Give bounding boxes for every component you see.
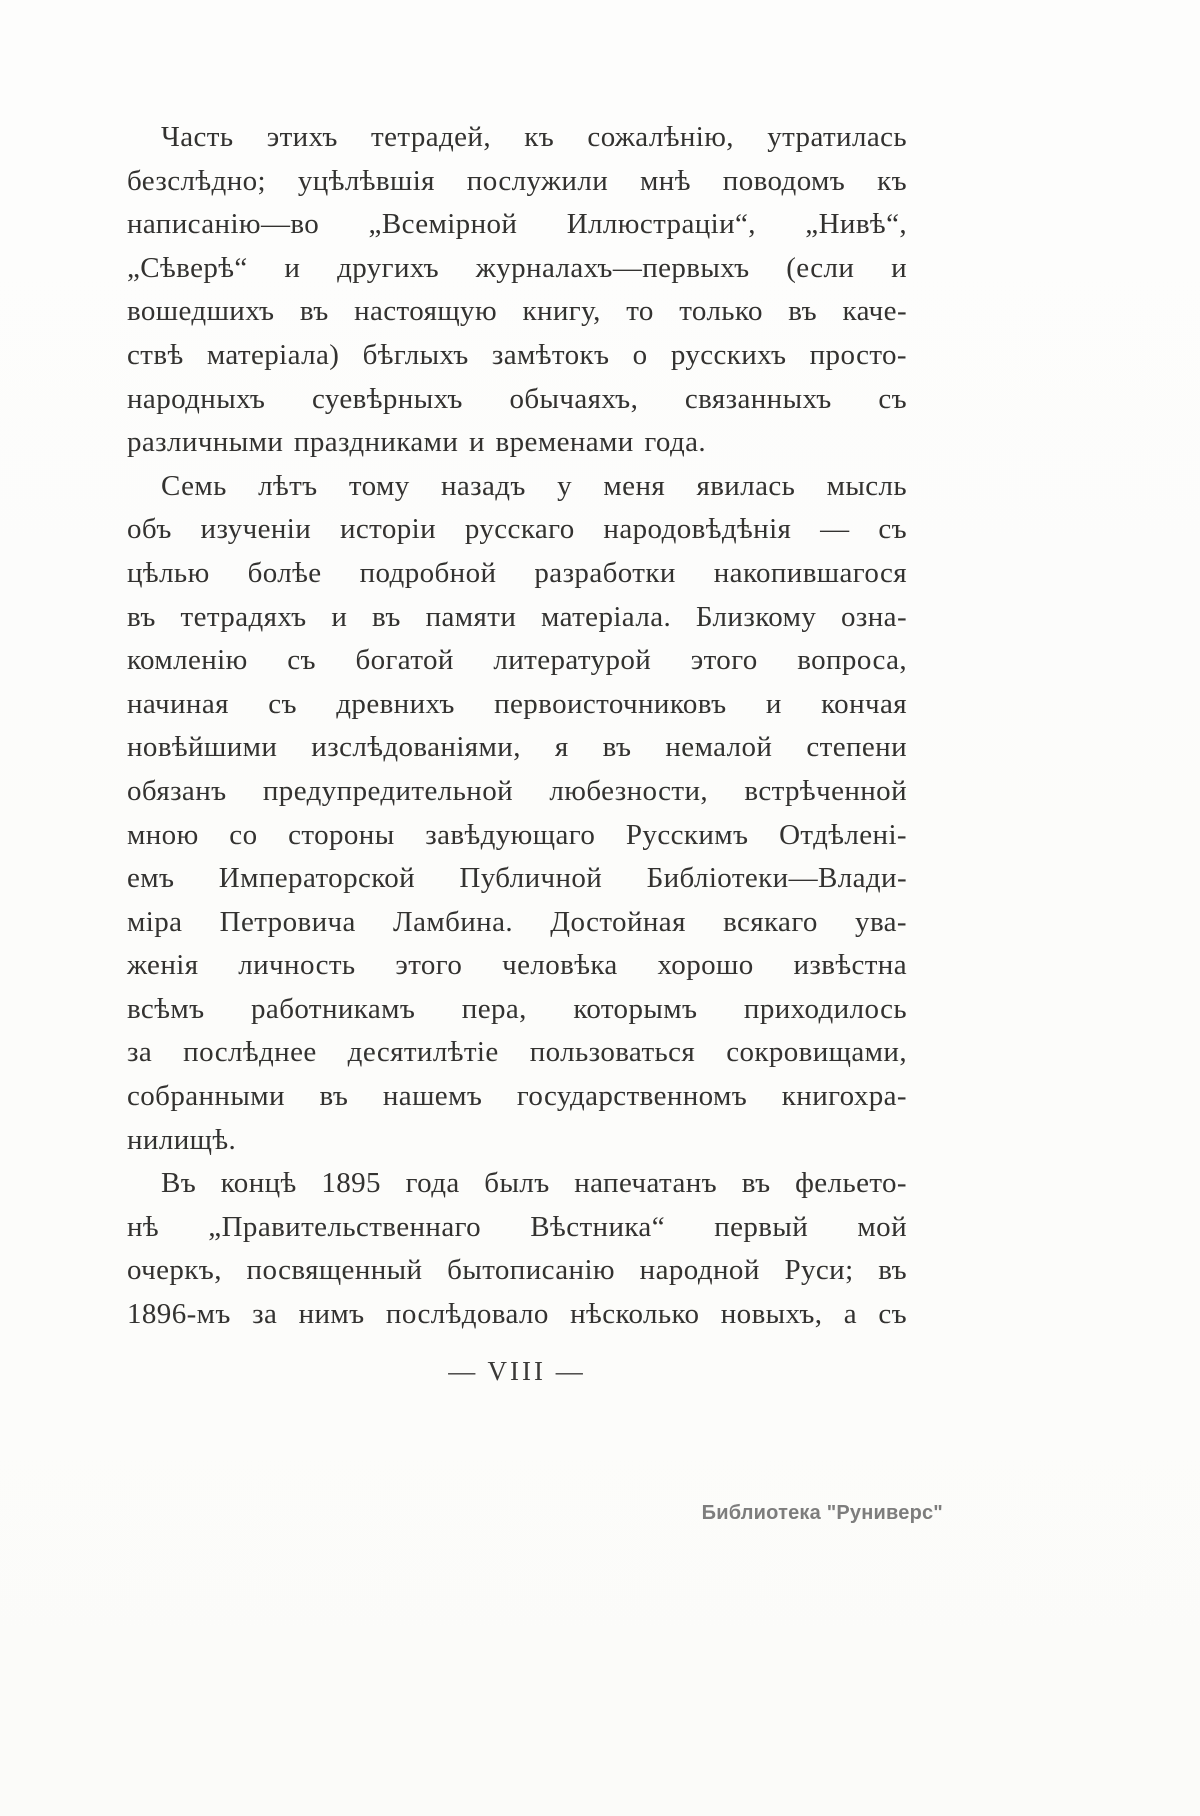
text-line: емъ Императорской Публичной Библіотеки—Влади-: [127, 862, 907, 895]
text-line: ствѣ матеріала) бѣглыхъ замѣтокъ о русскихъ просто-: [127, 338, 907, 371]
text-line: цѣлью болѣе подробной разработки накопившагося: [127, 556, 907, 589]
text-line: всѣмъ работникамъ пера, которымъ приходилось: [127, 992, 907, 1025]
text-line: собранными въ нашемъ государственномъ книгохра-: [127, 1080, 907, 1113]
page-number: — VIII —: [448, 1356, 586, 1386]
text-line: міра Петровича Ламбина. Достойная всякаго ува-: [127, 905, 907, 938]
text-line: комленію съ богатой литературой этого вопроса,: [127, 644, 907, 677]
text-line: объ изученіи исторіи русскаго народовѣдѣнія — съ: [127, 513, 907, 546]
text-line: въ тетрадяхъ и въ памяти матеріала. Близкому озна-: [127, 600, 907, 633]
text-line: за послѣднее десятилѣтіе пользоваться сокровищами,: [127, 1036, 907, 1069]
text-line: Часть этихъ тетрадей, къ сожалѣнію, утратилась: [161, 121, 907, 153]
text-line: нилищѣ.: [127, 1123, 237, 1156]
text-line: мною со стороны завѣдующаго Русскимъ Отдѣлені-: [127, 818, 907, 851]
text-line: очеркъ, посвященный бытописанію народной Руси; въ: [127, 1254, 907, 1287]
text-line: народныхъ суевѣрныхъ обычаяхъ, связанныхъ съ: [127, 382, 907, 415]
text-line: начиная съ древнихъ первоисточниковъ и кончая: [127, 687, 907, 720]
text-line: Въ концѣ 1895 года былъ напечатанъ въ фельето-: [161, 1167, 907, 1200]
text-line: новѣйшими изслѣдованіями, я въ немалой степени: [127, 731, 907, 764]
text-line: нѣ „Правительственнаго Вѣстника“ первый мой: [127, 1210, 907, 1243]
text-line: Семь лѣтъ тому назадъ у меня явилась мысль: [161, 469, 907, 502]
text-line: обязанъ предупредительной любезности, встрѣченной: [127, 774, 907, 807]
text-line: вошедшихъ въ настоящую книгу, то только въ каче-: [127, 295, 907, 328]
text-line: различными праздниками и временами года.: [127, 426, 707, 459]
text-line: „Сѣверѣ“ и другихъ журналахъ—первыхъ (если и: [127, 251, 907, 284]
library-watermark: Библиотека "Руниверс": [701, 1502, 943, 1524]
text-line: написанію—во „Всемірной Иллюстраціи“, „Нивѣ“,: [127, 208, 907, 241]
text-line: 1896-мъ за нимъ послѣдовало нѣсколько новыхъ, а съ: [127, 1298, 907, 1331]
text-line: женія личность этого человѣка хорошо извѣстна: [127, 949, 907, 982]
text-block: [127, 116, 907, 1337]
text-line: безслѣдно; уцѣлѣвшія послужили мнѣ поводомъ къ: [127, 164, 907, 197]
